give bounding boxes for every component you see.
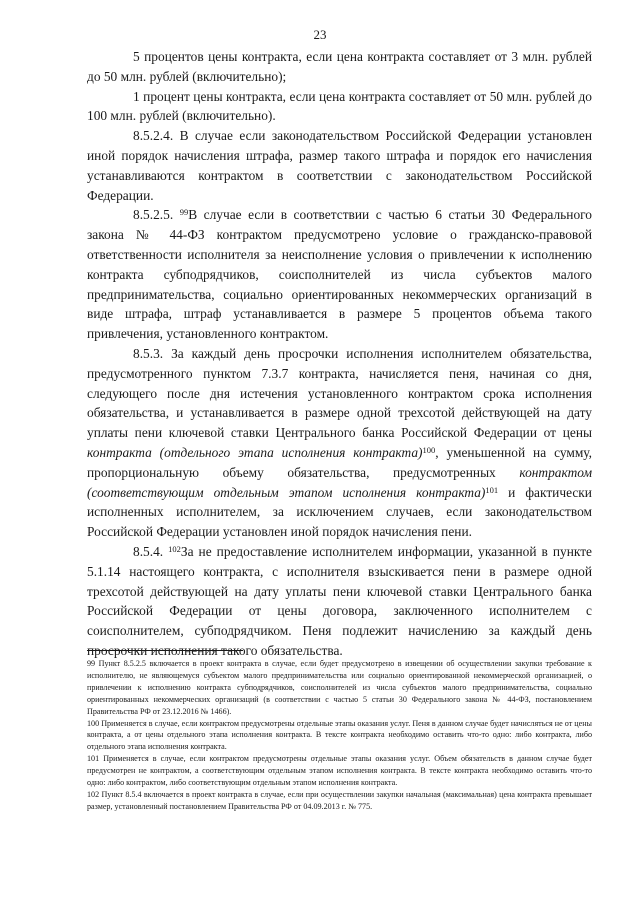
paragraph-text: 8.5.4. — [133, 543, 169, 559]
paragraph-text: 8.5.2.4. В случае если законодательством Российской Федерации установлен иной порядок начисления штрафа, размер такого штрафа и порядок его начисления устанавливаются контрактом в соответствии с законодательством Российской Федерации. — [87, 128, 592, 203]
paragraph-text: В случае если в соответствии с частью 6 статьи 30 Федерального закона № 44-ФЗ контрактом предусмотрено условие о гражданско-правовой ответственности исполнителя за неисполнение условия о привлечении к исполнению контракта субподрядчиков, соисполнителей из числа субъектов малого предпринимательства, социально ориентированных некоммерческих организаций в виде штрафа, штраф устанавливается в размере 5 процентов объема такого привлечения, установленного контрактом. — [87, 207, 592, 342]
footnotes — [87, 658, 592, 813]
paragraph — [87, 126, 592, 205]
italic-text: контракта (отдельного этапа исполнения контракта) — [87, 444, 423, 460]
footnote-text: 100 Применяется в случае, если контрактом предусмотрены отдельные этапы оказания услуг. Пеня в данном случае будет начисляться не от цены контракта, а от цены отдельного этапа исполнения контракта. В тексте контракта необходимо оставить что-то одно: либо контракта, либо отдельного этапа исполнения контракта. — [87, 718, 592, 752]
footnote-reference: 99 — [179, 207, 189, 218]
paragraph — [87, 87, 592, 127]
paragraph-text: , уменьшенной на сумму, пропорциональную объему обязательства, предусмотренных — [87, 444, 593, 480]
italic-text: контрактом (соответствующим отдельным этапом исполнения контракта) — [87, 464, 592, 500]
footnote-reference: 102 — [168, 543, 181, 554]
footnote-reference: 101 — [485, 484, 499, 495]
footnote-reference: 100 — [422, 444, 436, 455]
paragraph — [87, 47, 592, 87]
page-number: 23 — [313, 27, 327, 42]
footnote-text: 101 Применяется в случае, если контрактом предусмотрены отдельные этапы оказания услуг. Объем обязательств в данном случае будет предусмотрен не контрактом, а соответствующим отдельным этапом исполнения контракта. В тексте контракта необходимо оставить что-то одно: либо контрактом, либо соответствующим отдельным этапом исполнения контракта. — [87, 754, 592, 788]
paragraph-text: 8.5.2.5. — [133, 207, 180, 223]
paragraph — [87, 542, 592, 661]
paragraph-text: 5 процентов цены контракта, если цена контракта составляет от 3 млн. рублей до 50 млн. рублей (включительно); — [87, 49, 592, 84]
paragraph — [87, 205, 592, 344]
paragraph — [87, 344, 592, 542]
contract-body-text — [87, 47, 592, 661]
footnote-text: 99 Пункт 8.5.2.5 включается в проект контракта в случае, если будет предусмотрено в извещении об осуществлении закупки требование к исполнителю, не являющемуся субъектом малого предпринимательства или социально ориентированной некоммерческой организацией, о привлечении к исполнению контракта субподрядчиков, соисполнителей из числа субъектов малого предпринимательства, социально ориентированных некоммерческих организаций (в соответствии с частью 5 статьи 30 Федерального закона № 44-ФЗ, постановлением Правительства РФ от 23.12.2016 № 1466). — [87, 659, 592, 716]
paragraph-text: и фактически исполненных исполнителем, за исключением случаев, если законодательством Российской Федерации установлен иной порядок начисления пени. — [87, 484, 592, 540]
footnote-text: 102 Пункт 8.5.4 включается в проект контракта в случае, если при осуществлении закупки начальная (максимальная) цена контракта превышает размер, установленный постановлением Правительства РФ от 04.09.2013 г. № 775. — [87, 789, 592, 811]
footnote-separator — [87, 650, 243, 651]
paragraph-text: 1 процент цены контракта, если цена контракта составляет от 50 млн. рублей до 100 млн. рублей (включительно). — [87, 88, 592, 124]
paragraph-text: 8.5.3. За каждый день просрочки исполнения исполнителем обязательства, предусмотренного пунктом 7.3.7 контракта, начисляется пеня, начиная со дня, следующего после дня истечения установленного контрактом срока исполнения обязательства, и устанавливается в размере одной трехсотой действующей на дату уплаты пени ключевой ставки Центрального банка Российской Федерации от цены — [87, 345, 592, 441]
paragraph-text: За не предоставление исполнителем информации, указанной в пункте 5.1.14 настоящего контракта, с исполнителя взыскивается пени в размере одной трехсотой действующей на дату уплаты пени ключевой ставки Центрального банка Российской Федерации от цены договора, заключенного исполнителем с соисполнителем, субподрядчиком. Пеня подлежит начислению за каждый день просрочки исполнения такого обязательства. — [87, 543, 592, 658]
